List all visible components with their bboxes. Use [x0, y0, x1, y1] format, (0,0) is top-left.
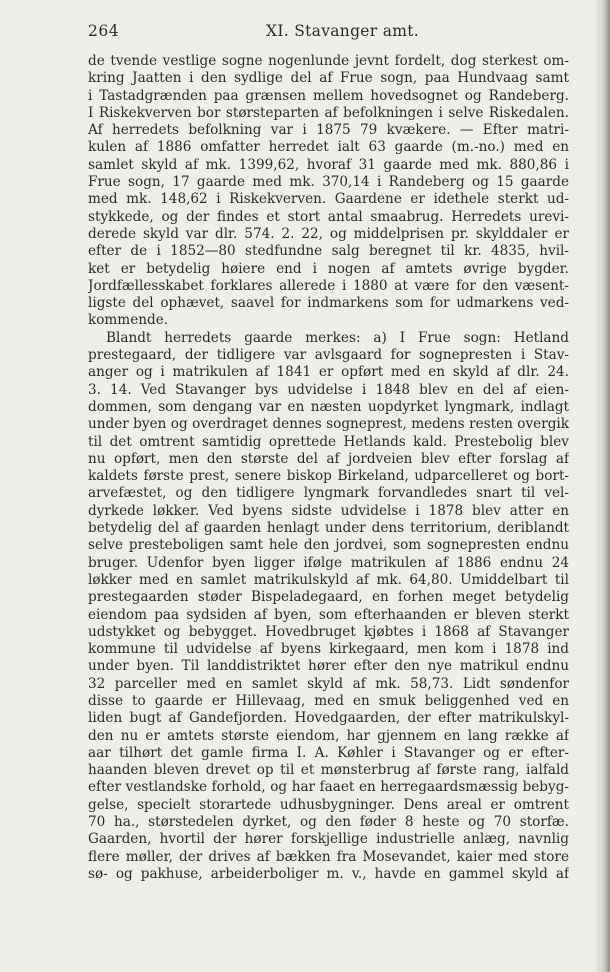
text-line: til det omtrent samtidig oprettede Hetlands kald. Prestebolig blev [88, 433, 569, 450]
text-line: kommune til udvidelse af byens kirkegaard, men kom i 1878 ind [88, 641, 569, 658]
text-line: I Riskekverven bor størsteparten af befolkningen i selve Riskedalen. [88, 104, 569, 121]
text-line: ligste del ophævet, saavel for indmarkens som for udmarkens ved- [88, 295, 569, 312]
text-line: ket er betydelig høiere end i nogen af amtets øvrige bygder. [88, 260, 569, 277]
text-line: arvefæstet, og den tidligere lyngmark forvandledes snart til vel- [88, 485, 569, 502]
text-line: samlet skyld af mk. 1399,62, hvoraf 31 gaarde med mk. 880,86 i [88, 156, 569, 173]
text-line: flere møller, der drives af bækken fra Mosevandet, kaier med store [88, 848, 569, 865]
text-line: Jordfællesskabet forklares allerede i 1880 at være for den væsent- [88, 277, 569, 294]
text-line: prestegaarden støder Bispeladegaard, en forhen meget betydelig [88, 589, 569, 606]
text-line: den nu er amtets største eiendom, har gjennem en lang række af [88, 727, 569, 744]
text-line: med mk. 148,62 i Riskekverven. Gaardene er idethele sterkt ud- [88, 191, 569, 208]
text-line: prestegaard, der tidligere var avlsgaard for sognepresten i Stav- [88, 347, 569, 364]
text-line: udstykket og bebygget. Hovedbruget kjøbtes i 1868 af Stavanger [88, 623, 569, 640]
text-line: kulen af 1886 omfatter herredet ialt 63 gaarde (m.-no.) med en [88, 139, 569, 156]
text-line: anger og i matrikulen af 1841 er opført med en skyld af dlr. 24. [88, 364, 569, 381]
text-line: bruger. Udenfor byen ligger ifølge matrikulen af 1886 endnu 24 [88, 554, 569, 571]
text-line: under byen og overdraget dennes sogneprest, medens resten overgik [88, 416, 569, 433]
text-line: løkker med en samlet matrikulskyld af mk. 64,80. Umiddelbart til [88, 571, 569, 588]
text-line: selve presteboligen samt hele den jordvei, som sognepresten endnu [88, 537, 569, 554]
text-line: betydelig del af gaarden henlagt under dens territorium, deriblandt [88, 520, 569, 537]
text-line: kring Jaatten i den sydlige del af Frue sogn, paa Hundvaag samt [88, 70, 569, 87]
text-line: 70 ha., størstedelen dyrket, og den føder 8 heste og 70 storfæ. [88, 814, 569, 831]
text-line: Gaarden, hvortil der hører forskjellige industrielle anlæg, navnlig [88, 831, 569, 848]
text-line: Frue sogn, 17 gaarde med mk. 370,14 i Randeberg og 15 gaarde [88, 174, 569, 191]
text-line: nu opført, men den største del af jordveien blev efter forslag af [88, 450, 569, 467]
text-line: derede skyld var dlr. 574. 2. 22, og middelprisen pr. skylddaler er [88, 225, 569, 242]
text-line: 32 parceller med en samlet skyld af mk. 58,73. Lidt søndenfor [88, 675, 569, 692]
text-line: efter vestlandske forhold, og har faaet en herregaardsmæssig bebyg- [88, 779, 569, 796]
text-line: sø- og pakhuse, arbeiderboliger m. v., havde en gammel skyld af [88, 865, 569, 882]
text-line: kaldets første prest, senere biskop Birkeland, udparcelleret og bort- [88, 468, 569, 485]
running-head: XI. Stavanger amt. [266, 22, 420, 40]
text-line: kommende. [88, 312, 169, 329]
text-line: dyrkede løkker. Ved byens sidste udvidelse i 1878 blev atter en [88, 502, 569, 519]
text-line: under byen. Til landdistriktet hører efter den nye matrikul endnu [88, 658, 569, 675]
text-line: stykkede, og der findes et stort antal smaabrug. Herredets urevi- [88, 208, 569, 225]
text-line: de tvende vestlige sogne nogenlunde jevnt fordelt, dog sterkest om- [88, 53, 569, 69]
page-number: 264 [88, 22, 120, 40]
text-line: 3. 14. Ved Stavanger bys udvidelse i 1848 blev en del af eien- [88, 381, 569, 398]
page-header [88, 22, 568, 42]
text-line: Af herredets befolkning var i 1875 79 kvækere. — Efter matri- [88, 122, 569, 139]
text-line: disse to gaarde er Hillevaag, med en smuk beliggenhed ved en [88, 692, 569, 709]
text-line: liden bugt af Gandefjorden. Hovedgaarden, der efter matrikulskyl- [88, 710, 569, 727]
text-line: dommen, som dengang var en næsten uopdyrket lyngmark, indlagt [88, 398, 569, 415]
text-line: i Tastadgrænden paa grænsen mellem hovedsognet og Randeberg. [88, 87, 569, 104]
page-edge-shadow [596, 0, 610, 972]
text-line: gelse, specielt storartede udhusbygninger. Dens areal er omtrent [88, 796, 569, 813]
text-line: efter de i 1852—80 stedfundne salg beregnet til kr. 4835, hvil- [88, 243, 569, 260]
text-line: aar tilhørt det gamle firma I. A. Køhler i Stavanger og er efter- [88, 744, 569, 761]
text-line: eiendom paa sydsiden af byen, som efterhaanden er bleven sterkt [88, 606, 569, 623]
text-line: Blandt herredets gaarde merkes: a) I Frue sogn: Hetland [106, 329, 569, 346]
text-line: haanden bleven drevet op til et mønsterbrug af første rang, ialfald [88, 762, 569, 779]
body-text [88, 53, 569, 883]
